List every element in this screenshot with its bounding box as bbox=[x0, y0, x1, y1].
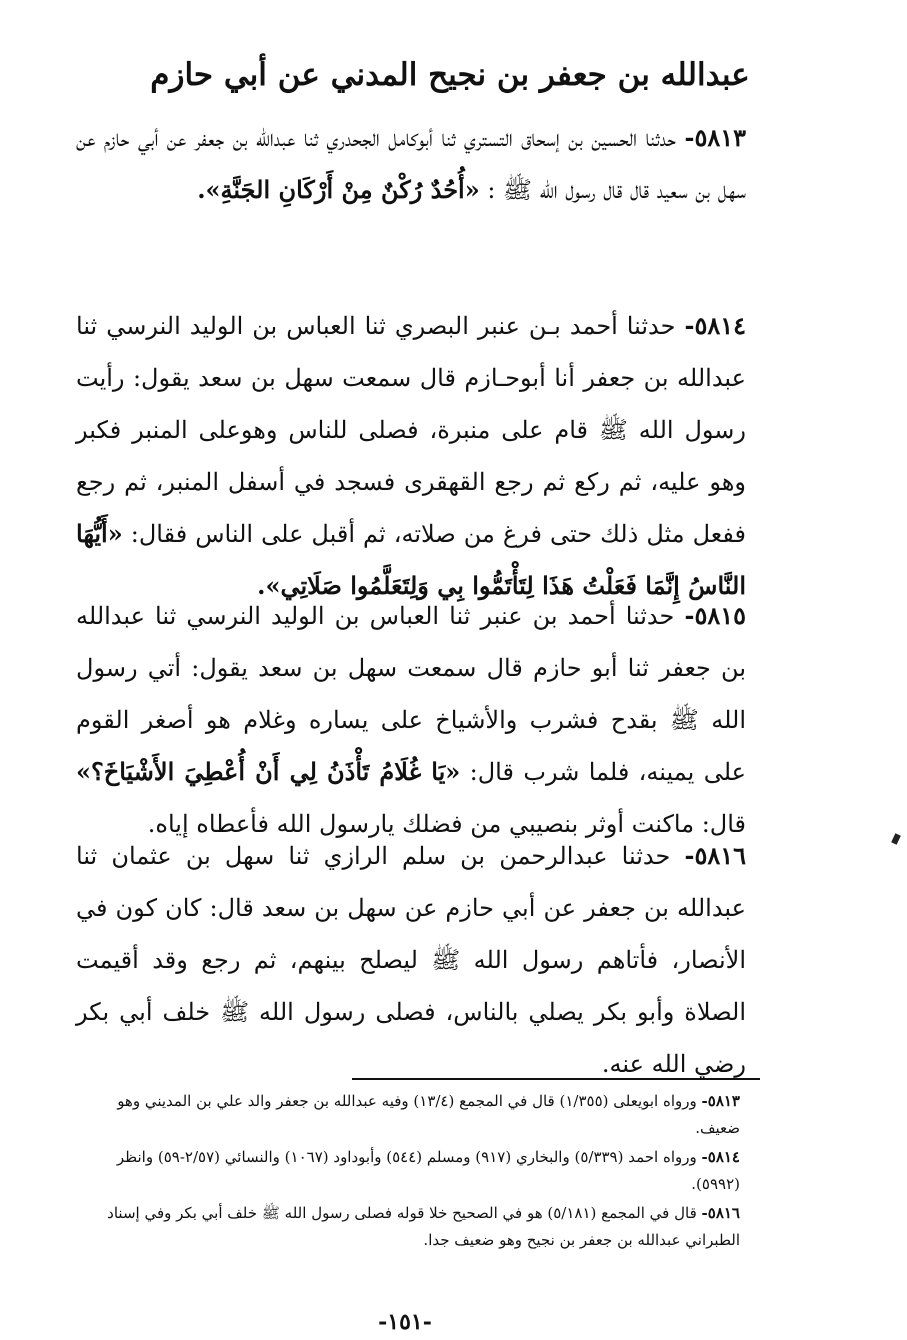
footnote-text: ورواه احمد (٥/٣٣٩) والبخاري (٩١٧) ومسلم (٥٤٤) وأبوداود (١٠٦٧) والنسائي (٢/٥٧-٥٩) وانظر (٥٩٩٢). bbox=[116, 1148, 740, 1193]
hadith-text: حدثنا عبدالرحمن بن سلم الرازي ثنا سهل بن عثمان ثنا عبدالله بن جعفر عن أبي حازم عن سهل بن سعد قال: كان كون في الأنصار، فأتاهم رسول الله ﷺ ليصلح بينهم، ثم رجع وقد أقيمت الصلاة وأبو بكر يصلي بالناس، فصلى رسول الله ﷺ خلف أبي بكر رضي الله عنه. bbox=[76, 842, 746, 1078]
hadith-text: حدثنا أحمد بـن عنبر البصري ثنا العباس بن الوليد النرسي ثنا عبدالله بن جعفر أنا أبوحـازم قال سمعت سهل بن سعد يقول: رأيت رسول الله ﷺ قام على منبرة، فصلى للناس وهوعلى المنبر فكبر وهو عليه، ثم ركع ثم رجع القهقرى فسجد في أسفل المنبر، ثم رجع ففعل مثل ذلك حتى فرغ من صلاته، ثم أقبل على الناس فقال: bbox=[76, 312, 747, 548]
footnotes bbox=[90, 1088, 740, 1256]
page-number: -١٥١- bbox=[378, 1309, 432, 1335]
hadith-5814 bbox=[76, 300, 746, 612]
hadith-quote: «أُحُدٌ رُكْنٌ مِنْ أَرْكَانِ الجَنَّةِ». bbox=[197, 175, 480, 204]
margin-ink-mark bbox=[891, 833, 901, 845]
footnote-text: ورواه ابويعلى (١/٣٥٥) قال في المجمع (١٣/٤) وفيه عبدالله بن جعفر والد علي بن المديني وهو ضعيف. bbox=[117, 1092, 740, 1137]
page-title: عبدالله بن جعفر بن نجيح المدني عن أبي حازم bbox=[150, 57, 750, 93]
hadith-5816 bbox=[76, 830, 746, 1090]
footnote-5816 bbox=[90, 1200, 740, 1254]
hadith-quote: «يَا غُلَامُ تَأْذَنُ لِي أَنْ أُعْطِيَ الأَشْيَاخَ؟» bbox=[76, 757, 461, 786]
hadith-quote: «أَيُّهَا النَّاسُ إِنَّمَا فَعَلْتُ هَذَا لِتَأْتَمُّوا بِي وَلِتَعَلَّمُوا صَلَاتِي». bbox=[76, 519, 746, 600]
footnote-number: ٥٨١٤- bbox=[701, 1148, 740, 1166]
footnote-5814 bbox=[90, 1144, 740, 1198]
hadith-number: ٥٨١٦- bbox=[684, 841, 746, 870]
footnote-divider bbox=[352, 1078, 760, 1080]
hadith-number: ٥٨١٥- bbox=[684, 601, 746, 630]
hadith-number: ٥٨١٣- bbox=[684, 123, 746, 152]
hadith-number: ٥٨١٤- bbox=[684, 311, 746, 340]
hadith-5813 bbox=[76, 112, 746, 216]
hadith-5815 bbox=[76, 590, 746, 850]
footnote-5813 bbox=[90, 1088, 740, 1142]
hadith-text: حدثنا أحمد بن عنبر ثنا العباس بن الوليد النرسي ثنا عبدالله بن جعفر ثنا أبو حازم قال سمعت سهل بن سعد يقول: أتي رسول الله ﷺ بقدح فشرب والأشياخ على يساره وغلام هو أصغر القوم على يمينه، فلما شرب قال: bbox=[76, 602, 746, 786]
footnote-number: ٥٨١٣- bbox=[701, 1092, 740, 1110]
hadith-after-text: قال: ماكنت أوثر بنصيبي من فضلك يارسول الله فأعطاه إياه. bbox=[147, 810, 746, 838]
footnote-number: ٥٨١٦- bbox=[701, 1204, 740, 1222]
hadith-text: حدثنا الحسين بن إسحاق التستري ثنا أبوكامل الجحدري ثنا عبدالله بن جعفر عن أبي حازم عن سهل بن سعيد قال قال رسول الله ﷺ : bbox=[76, 124, 746, 204]
footnote-text: قال في المجمع (٥/١٨١) هو في الصحيح خلا قوله فصلى رسول الله ﷺ خلف أبي بكر وفي إسناد الطبراني عبدالله بن جعفر بن نجيح وهو ضعيف جدا. bbox=[107, 1204, 740, 1249]
